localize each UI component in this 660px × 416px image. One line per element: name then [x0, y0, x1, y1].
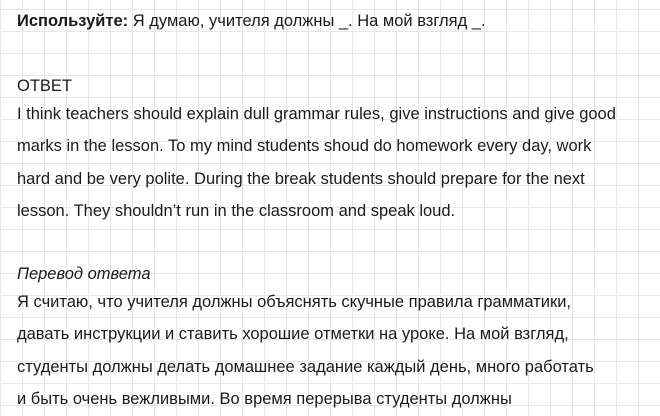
- answer-line: I think teachers should explain dull grammar rules, give instructions and give good: [17, 105, 616, 123]
- answer-line: marks in the lesson. To my mind students shoud do homework every day, work: [17, 137, 592, 156]
- translation-heading: Перевод ответа: [17, 265, 151, 283]
- answer-line: lesson. They shouldn’t run in the classroom and speak loud.: [17, 202, 456, 221]
- translation-paragraph: [17, 286, 657, 416]
- translation-line: студенты должны делать домашнее задание каждый день, много работать: [17, 357, 594, 376]
- answer-heading: ОТВЕТ: [17, 77, 73, 95]
- instruction-lead: Используйте:: [17, 12, 129, 30]
- instruction-text: Я думаю, учителя должны _. На мой взгляд _.: [128, 12, 486, 30]
- translation-line: давать инструкции и ставить хорошие отметки на уроке. На мой взгляд,: [17, 325, 569, 344]
- instruction-line: [17, 5, 486, 37]
- translation-line: Я считаю, что учителя должны объяснять скучные правила грамматики,: [17, 293, 571, 311]
- translation-line: и быть очень вежливыми. Во время перерыва студенты должны: [17, 390, 512, 409]
- answer-paragraph: [17, 98, 657, 228]
- answer-line: hard and be very polite. During the break students should prepare for the next: [17, 169, 585, 188]
